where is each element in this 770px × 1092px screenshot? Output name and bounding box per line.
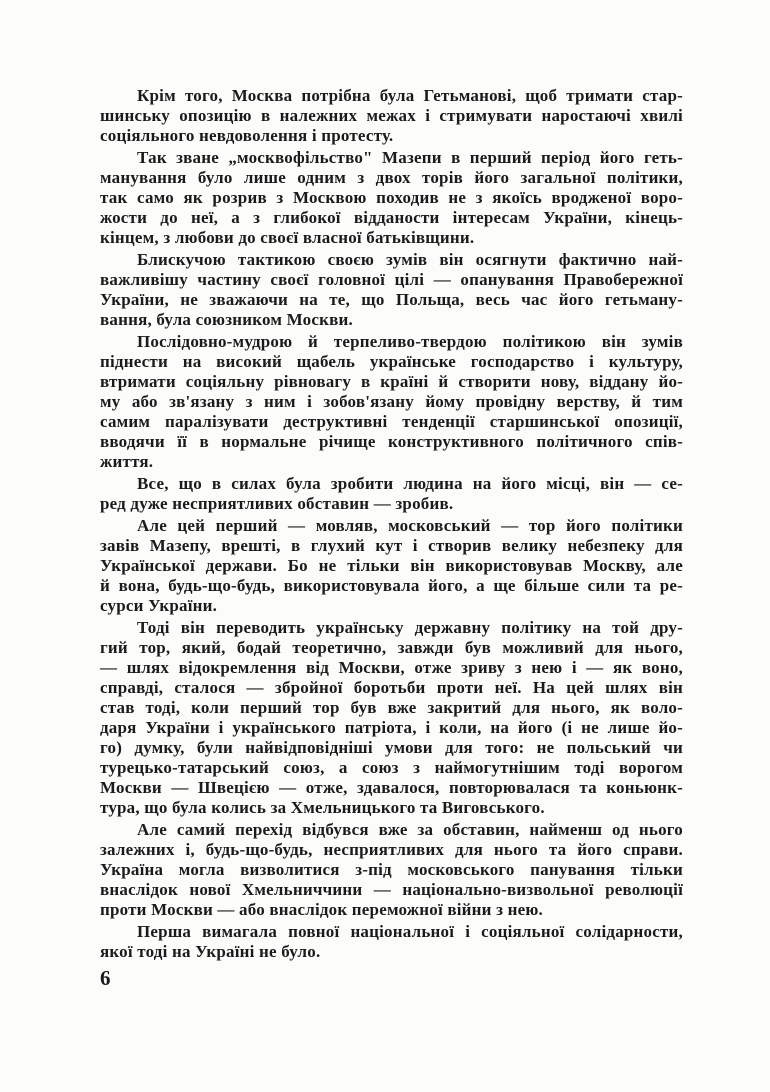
text-line: гий тор, який, бодай теоретично, завжди був можливий для нього, — [100, 638, 683, 657]
text-line: Все, що в силах була зробити людина на його місці, він — се- — [137, 474, 683, 493]
text-line: Української держави. Бо не тільки він використовував Москву, але — [100, 556, 683, 575]
text-line: сурси України. — [100, 596, 218, 615]
text-line: Москви — Швецією — отже, здавалося, повторювалася та коньюнк- — [100, 778, 683, 797]
text-line: турецько-татарський союз, а союз з наймогутнішим тоді ворогом — [100, 758, 683, 777]
paragraph — [100, 250, 683, 330]
text-line: Крім того, Москва потрібна була Гетьманові, щоб тримати стар- — [137, 86, 683, 105]
text-line: Тоді він переводить українську державну політику на той дру- — [137, 618, 683, 637]
paragraph — [100, 922, 683, 962]
text-line: піднести на високий щабель українське господарство і культуру, — [100, 352, 683, 371]
paragraph — [100, 332, 683, 472]
text-line: Послідовно-мудрою й терпеливо-твердою політикою він зумів — [137, 332, 683, 351]
text-line: став тоді, коли перший тор був вже закритий для нього, як воло- — [100, 698, 683, 717]
text-line: шинську опозицію в належних межах і стримувати наростаючі хвилі — [100, 106, 683, 125]
text-line: му або зв'язану з ним і зобов'язану йому провідну верству, й тим — [100, 392, 683, 411]
text-line: Україна могла визволитися з-під московського панування тільки — [100, 860, 683, 879]
text-line: й вона, будь-що-будь, використовувала його, а ще більше сили та ре- — [100, 576, 683, 595]
text-line: самим паралізувати деструктивні тенденції старшинської опозиції, — [100, 412, 683, 431]
text-line: України, не зважаючи на те, що Польща, весь час його гетьману- — [100, 290, 683, 309]
text-line: вання, була союзником Москви. — [100, 310, 353, 329]
text-line: важливішу частину своєї головної цілі — опанування Правобережної — [100, 270, 683, 289]
text-line: якої тоді на Україні не було. — [100, 942, 321, 961]
text-line: втримати соціяльну рівновагу в країні й створити нову, віддану йо- — [100, 372, 683, 391]
text-line: залежних і, будь-що-будь, несприятливих для нього та його справи. — [100, 840, 683, 859]
text-line: вводячи її в нормальне річище конструктивного політичного спів- — [100, 432, 683, 451]
text-line: Але цей перший — мовляв, московський — тор його політики — [137, 516, 683, 535]
text-line: манування було лише одним з двох торів його загальної політики, — [100, 168, 683, 187]
paragraph — [100, 86, 683, 146]
text-line: внаслідок нової Хмельниччини — національно-визвольної революції — [100, 880, 683, 899]
text-line: Так зване „москвофільство" Мазепи в перший період його геть- — [137, 148, 683, 167]
text-line: ред дуже несприятливих обставин — зробив. — [100, 494, 454, 513]
text-line: го) думку, були найвідповідніші умови для того: не польський чи — [100, 738, 683, 757]
text-line: життя. — [100, 452, 154, 471]
text-line: завів Мазепу, врешті, в глухий кут і створив велику небезпеку для — [100, 536, 683, 555]
text-line: — шлях відокремлення від Москви, отже зриву з нею і — як воно, — [100, 658, 683, 677]
text-line: жости до неї, а з глибокої відданости інтересам України, кінець- — [100, 208, 683, 227]
page-number: 6 — [100, 966, 111, 990]
text-line: справді, сталося — збройної боротьби проти неї. На цей шлях він — [100, 678, 683, 697]
text-line: Блискучою тактикою своєю зумів він осягнути фактично най- — [137, 250, 683, 269]
paragraph — [100, 148, 683, 248]
text-line: кінцем, з любови до своєї власної батьківщини. — [100, 228, 475, 247]
body-text — [100, 86, 683, 964]
text-line: Перша вимагала повної національної і соціяльної солідарности, — [137, 922, 683, 941]
text-line: даря України і українського патріота, і коли, на його (і не лише йо- — [100, 718, 683, 737]
text-line: так само як розрив з Москвою походив не з якоїсь вродженої воро- — [100, 188, 683, 207]
paragraph — [100, 820, 683, 920]
paragraph — [100, 516, 683, 616]
text-line: проти Москви — або внаслідок переможної війни з нею. — [100, 900, 543, 919]
paragraph — [100, 474, 683, 514]
paragraph — [100, 618, 683, 818]
text-line: тура, що була колись за Хмельницького та Виговського. — [100, 798, 545, 817]
text-line: соціяльного невдоволення і протесту. — [100, 126, 394, 145]
text-line: Але самий перехід відбувся вже за обставин, найменш од нього — [137, 820, 683, 839]
